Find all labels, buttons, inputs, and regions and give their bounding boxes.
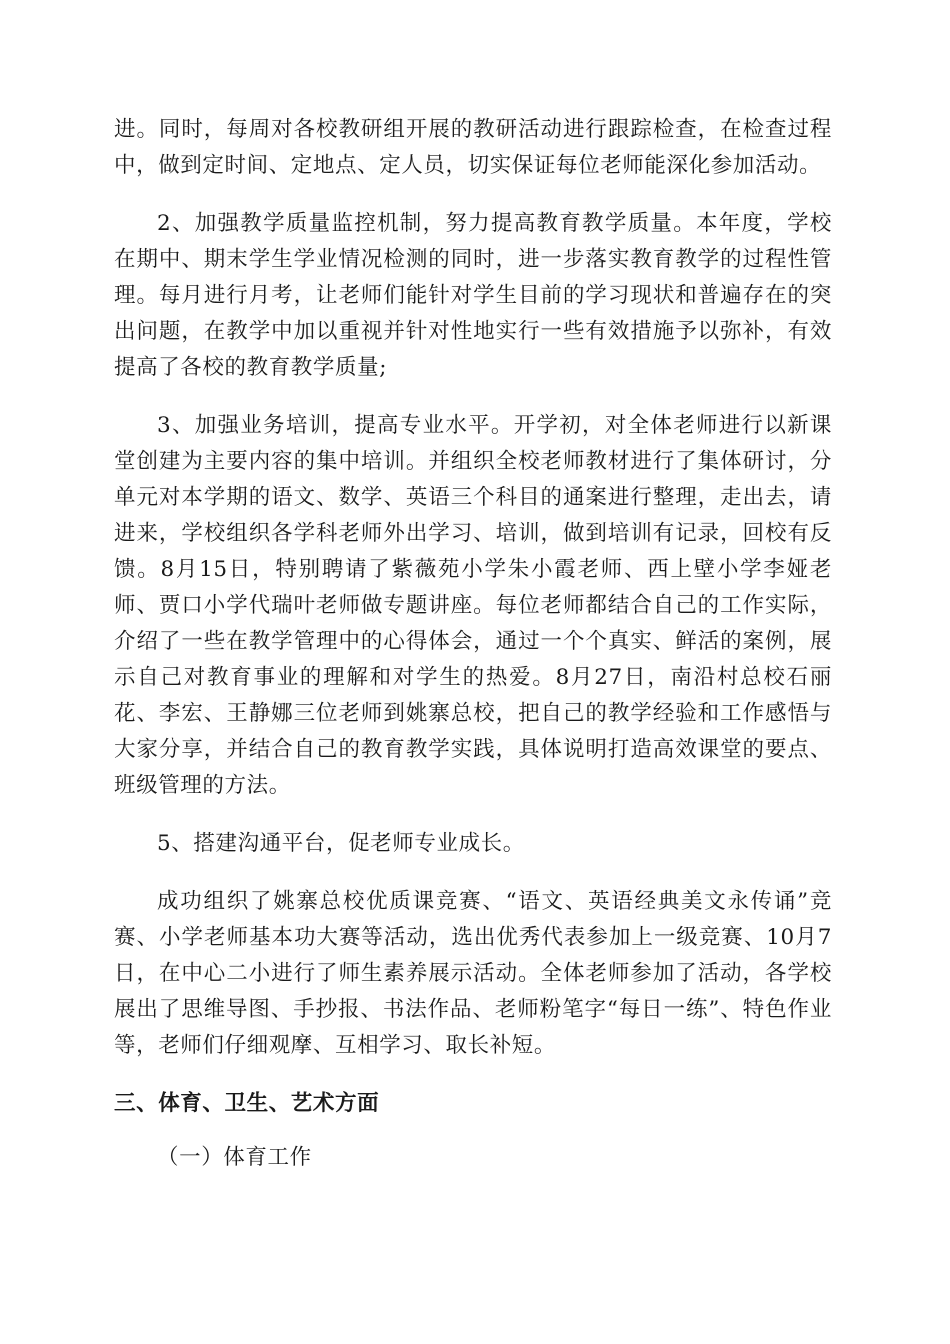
paragraph-continuation: 进。同时，每周对各校教研组开展的教研活动进行跟踪检查，在检查过程中，做到定时间、定地点、定人员，切实保证每位老师能深化参加活动。 — [114, 117, 832, 178]
paragraph-training: 3、加强业务培训，提高专业水平。开学初，对全体老师进行以新课堂创建为主要内容的集中培训。并组织全校老师教材进行了集体研讨，分单元对本学期的语文、数学、英语三个科目的通案进行整理，走出去，请进来，学校组织各学科老师外出学习、培训，做到培训有记录，回校有反馈。8月15日，特别聘请了紫薇苑小学朱小霞老师、西上壁小学李娅老师、贾口小学代瑞叶老师做专题讲座。每位老师都结合自己的工作实际，介绍了一些在教学管理中的心得体会，通过一个个真实、鲜活的案例，展示自己对教育事业的理解和对学生的热爱。8月27日，南沿村总校石丽花、李宏、王静娜三位老师到姚寨总校，把自己的教学经验和工作感悟与大家分享，并结合自己的教育教学实践，具体说明打造高效课堂的要点、班级管理的方法。 — [114, 413, 832, 798]
subsection-heading: （一）体育工作 — [157, 1145, 312, 1170]
paragraph-competitions: 成功组织了姚寨总校优质课竞赛、“语文、英语经典美文永传诵”竞赛、小学老师基本功大赛等活动，选出优秀代表参加上一级竞赛、10月7日，在中心二小进行了师生素养展示活动。全体老师参加了活动，各学校展出了思维导图、手抄报、书法作品、老师粉笔字“每日一练”、特色作业等，老师们仔细观摩、互相学习、取长补短。 — [114, 889, 832, 1058]
paragraph-communication-platform: 5、搭建沟通平台，促老师专业成长。 — [157, 831, 525, 856]
section-heading: 三、体育、卫生、艺术方面 — [114, 1091, 380, 1116]
paragraph-quality-monitoring: 2、加强教学质量监控机制，努力提高教育教学质量。本年度，学校在期中、期末学生学业情况检测的同时，进一步落实教育教学的过程性管理。每月进行月考，让老师们能针对学生目前的学习现状和普遍存在的突出问题，在教学中加以重视并针对性地实行一些有效措施予以弥补，有效提高了各校的教育教学质量; — [114, 211, 832, 380]
